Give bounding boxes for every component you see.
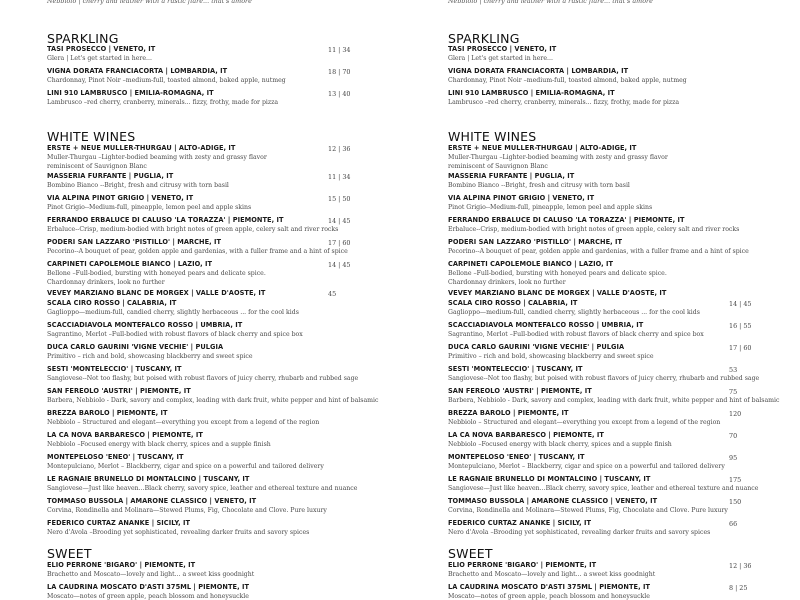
wine-item xyxy=(448,44,748,63)
wine-name: VEVEY MARZIANO BLANC DE MORGEX | VALLE D'AOSTE, IT xyxy=(47,289,266,297)
wine-item xyxy=(448,496,748,515)
wine-item xyxy=(448,259,748,287)
wine-price: 12 | 36 xyxy=(729,562,752,570)
wine-description: Chardonnay drinkers, look no further xyxy=(47,279,165,287)
wine-description: Corvina, Rondinella and Molinara—Stewed Plums, Fig, Chocolate and Clove. Pure luxury xyxy=(47,507,327,514)
wine-price: 150 xyxy=(729,498,742,506)
wine-item xyxy=(448,320,752,339)
wine-description: Pecorino--A bouquet of pear, golden apple and gardenias, with a fuller frame and a hint of spice xyxy=(47,248,348,255)
wine-price: 15 | 50 xyxy=(328,195,351,203)
wine-description: Bombino Bianco --Bright, fresh and citrusy with torn basil xyxy=(448,182,630,189)
wine-description: Erbaluce--Crisp, medium-bodied with bright notes of green apple, celery salt and river rocks xyxy=(47,226,339,233)
wine-price: 16 | 55 xyxy=(729,322,752,330)
wine-name: LA CA NOVA BARBARESCO | PIEMONTE, IT xyxy=(47,431,203,439)
wine-description: reminiscent of Sauvignon Blanc xyxy=(47,163,147,171)
wine-name: SESTI 'MONTELECCIO' | TUSCANY, IT xyxy=(448,365,583,373)
wine-item xyxy=(47,288,347,298)
wine-name: CARPINETI CAPOLEMOLE BIANCO | LAZIO, IT xyxy=(448,260,614,268)
wine-item xyxy=(448,66,748,85)
wine-description: Gaglioppo—medium-full, candied cherry, slightly herbaceous ... for the cool kids xyxy=(47,309,299,316)
wine-price: 120 xyxy=(729,410,742,418)
wine-item xyxy=(47,582,347,600)
wine-description: Muller-Thurgau –Lighter-bodied beaming with zesty and grassy flavor xyxy=(448,154,668,161)
wine-item xyxy=(47,66,351,85)
wine-name: PODERI SAN LAZZARO 'PISTILLO' | MARCHE, IT xyxy=(47,238,222,246)
wine-item xyxy=(47,496,347,515)
wine-name: SAN FEREOLO 'AUSTRI' | PIEMONTE, IT xyxy=(47,387,191,395)
wine-price: 11 | 34 xyxy=(328,173,351,181)
wine-item xyxy=(448,560,752,579)
wine-name: SCACCIADIAVOLA MONTEFALCO ROSSO | UMBRIA, IT xyxy=(448,321,644,329)
wine-name: VEVEY MARZIANO BLANC DE MORGEX | VALLE D'AOSTE, IT xyxy=(448,289,667,297)
wine-name: FEDERICO CURTAZ ANANKE | SICILY, IT xyxy=(448,519,592,527)
wine-item xyxy=(47,193,351,212)
wine-price: 11 | 34 xyxy=(328,46,351,54)
wine-name: TOMMASO BUSSOLA | AMARONE CLASSICO | VENETO, IT xyxy=(448,497,658,505)
wine-description: Moscato—notes of green apple, peach blossom and honeysuckle xyxy=(448,593,650,600)
wine-description: Chardonnay drinkers, look no further xyxy=(448,279,566,287)
wine-item xyxy=(448,288,748,298)
wine-description: Glera | Let's get started in here... xyxy=(448,55,553,62)
wine-name: MONTEPELOSO 'ENEO' | TUSCANY, IT xyxy=(47,453,184,461)
wine-name: CARPINETI CAPOLEMOLE BIANCO | LAZIO, IT xyxy=(47,260,213,268)
wine-price: 53 xyxy=(729,366,738,374)
wine-description: Nebbiolo –Focused energy with black cherry, spices and a supple finish xyxy=(448,441,672,448)
wine-name: BREZZA BAROLO | PIEMONTE, IT xyxy=(47,409,168,417)
wine-description: Barbera, Nebbiolo - Dark, savory and complex, leading with dark fruit, white pepper and hint of balsamic xyxy=(47,397,379,404)
wine-description: Corvina, Rondinella and Molinara—Stewed Plums, Fig, Chocolate and Clove. Pure luxury xyxy=(448,507,728,514)
wine-item xyxy=(448,143,748,171)
wine-item xyxy=(448,386,780,405)
wine-price: 14 | 45 xyxy=(328,261,351,269)
wine-name: TASI PROSECCO | VENETO, IT xyxy=(448,45,557,53)
wine-item xyxy=(47,88,351,107)
wine-price: 17 | 60 xyxy=(729,344,752,352)
wine-price: 17 | 60 xyxy=(328,239,351,247)
wine-price: 70 xyxy=(729,432,738,440)
wine-item xyxy=(448,518,748,537)
wine-name: SCACCIADIAVOLA MONTEFALCO ROSSO | UMBRIA, IT xyxy=(47,321,243,329)
wine-description: Brachetto and Moscato—lovely and light... a sweet kiss goodnight xyxy=(448,571,656,578)
wine-description: Erbaluce--Crisp, medium-bodied with bright notes of green apple, celery salt and river rocks xyxy=(448,226,740,233)
wine-description: Nebbiolo –Focused energy with black cherry, spices and a supple finish xyxy=(47,441,271,448)
wine-description: Bellone –Full-bodied, bursting with honeyed pears and delicate spice. xyxy=(448,270,667,277)
wine-item xyxy=(448,452,748,471)
wine-description: Sangiovese—Just like heaven...Black cherry, savory spice, leather and ethereal texture and nuance xyxy=(47,485,358,492)
wine-name: TASI PROSECCO | VENETO, IT xyxy=(47,45,156,53)
wine-name: FEDERICO CURTAZ ANANKE | SICILY, IT xyxy=(47,519,191,527)
wine-item xyxy=(47,237,351,256)
wine-price: 12 | 36 xyxy=(328,145,351,153)
wine-name: MONTEPELOSO 'ENEO' | TUSCANY, IT xyxy=(448,453,585,461)
wine-item xyxy=(448,171,748,190)
wine-price: 175 xyxy=(729,476,742,484)
wine-item xyxy=(47,259,351,287)
wine-description: Chardonnay, Pinot Noir –medium-full, toasted almond, baked apple, nutmeg xyxy=(47,77,286,84)
wine-item xyxy=(448,364,760,383)
wine-name: DUCA CARLO GAURINI 'VIGNE VECHIE' | PULGIA xyxy=(47,343,224,351)
wine-item xyxy=(47,298,347,317)
wine-item xyxy=(448,298,752,317)
wine-item xyxy=(448,342,752,361)
wine-name: VIGNA DORATA FRANCIACORTA | LOMBARDIA, IT xyxy=(448,67,629,75)
wine-description: Sagrantino, Merlot –Full-bodied with robust flavors of black cherry and spice box xyxy=(448,331,704,338)
wine-name: MASSERIA FURFANTE | PUGLIA, IT xyxy=(448,172,575,180)
wine-description: Sangiovese—Just like heaven...Black cherry, savory spice, leather and ethereal texture and nuance xyxy=(448,485,759,492)
wine-price: 95 xyxy=(729,454,738,462)
wine-item xyxy=(47,560,347,579)
wine-item xyxy=(47,320,347,339)
wine-item xyxy=(448,88,748,107)
wine-item xyxy=(448,215,748,234)
wine-item xyxy=(47,143,351,171)
wine-description: Chardonnay, Pinot Noir –medium-full, toasted almond, baked apple, nutmeg xyxy=(448,77,687,84)
wine-item xyxy=(448,474,759,493)
wine-description: Muller-Thurgau –Lighter-bodied beaming with zesty and grassy flavor xyxy=(47,154,267,161)
wine-name: FERRANDO ERBALUCE DI CALUSO 'LA TORAZZA' | PIEMONTE, IT xyxy=(448,216,685,224)
wine-description: Nero d'Avola –Brooding yet sophisticated, revealing darker fruits and savory spices xyxy=(448,529,711,536)
menu-page-right xyxy=(448,0,788,600)
wine-description: reminiscent of Sauvignon Blanc xyxy=(448,163,548,171)
wine-name: LA CA NOVA BARBARESCO | PIEMONTE, IT xyxy=(448,431,604,439)
wine-description: Brachetto and Moscato—lovely and light... a sweet kiss goodnight xyxy=(47,571,255,578)
wine-item xyxy=(448,237,748,256)
wine-name: DUCA CARLO GAURINI 'VIGNE VECHIE' | PULGIA xyxy=(448,343,625,351)
wine-price: 66 xyxy=(729,520,738,528)
wine-item xyxy=(47,44,351,63)
section-title-sparkling: SPARKLING xyxy=(448,31,520,46)
wine-price: 75 xyxy=(729,388,738,396)
wine-name: ERSTE + NEUE MULLER-THURGAU | ALTO-ADIGE, IT xyxy=(47,144,236,152)
wine-item xyxy=(47,430,347,449)
wine-item xyxy=(47,215,351,234)
wine-description: Sangiovese--Not too flashy, but poised with robust flavors of juicy cherry, rhubarb and rubbed sage xyxy=(448,375,760,382)
wine-name: VIA ALPINA PINOT GRIGIO | VENETO, IT xyxy=(448,194,595,202)
wine-name: SCALA CIRO ROSSO | CALABRIA, IT xyxy=(47,299,177,307)
wine-name: LA CAUDRINA MOSCATO D'ASTI 375ML | PIEMONTE, IT xyxy=(47,583,250,591)
wine-description: Montepulciano, Merlot – Blackberry, cigar and spice on a powerful and tailored delivery xyxy=(448,463,725,470)
menu-page-left xyxy=(47,0,387,600)
wine-name: LA CAUDRINA MOSCATO D'ASTI 375ML | PIEMONTE, IT xyxy=(448,583,651,591)
wine-description: Barbera, Nebbiolo - Dark, savory and complex, leading with dark fruit, white pepper and hint of balsamic xyxy=(448,397,780,404)
wine-description: Gaglioppo—medium-full, candied cherry, slightly herbaceous ... for the cool kids xyxy=(448,309,700,316)
wine-name: SCALA CIRO ROSSO | CALABRIA, IT xyxy=(448,299,578,307)
wine-item xyxy=(448,430,748,449)
wine-name: FERRANDO ERBALUCE DI CALUSO 'LA TORAZZA' | PIEMONTE, IT xyxy=(47,216,284,224)
wine-price: 14 | 45 xyxy=(729,300,752,308)
section-title-white-wines: WHITE WINES xyxy=(47,129,136,144)
wine-description: Glera | Let's get started in here... xyxy=(47,55,152,62)
wine-description: Pecorino--A bouquet of pear, golden apple and gardenias, with a fuller frame and a hint of spice xyxy=(448,248,749,255)
wine-description: Nebbiolo – Structured and elegant—everything you except from a legend of the region xyxy=(448,419,721,426)
wine-name: LE RAGNAIE BRUNELLO DI MONTALCINO | TUSCANY, IT xyxy=(448,475,651,483)
wine-description: Nebbiolo – Structured and elegant—everything you except from a legend of the region xyxy=(47,419,320,426)
wine-name: ELIO PERRONE 'BIGARO' | PIEMONTE, IT xyxy=(47,561,196,569)
wine-name: ERSTE + NEUE MULLER-THURGAU | ALTO-ADIGE, IT xyxy=(448,144,637,152)
wine-item xyxy=(47,342,347,361)
wine-price: 13 | 40 xyxy=(328,90,351,98)
wine-name: BREZZA BAROLO | PIEMONTE, IT xyxy=(448,409,569,417)
wine-description: Bombino Bianco --Bright, fresh and citrusy with torn basil xyxy=(47,182,229,189)
wine-name: ELIO PERRONE 'BIGARO' | PIEMONTE, IT xyxy=(448,561,597,569)
wine-item xyxy=(47,408,347,427)
wine-item xyxy=(448,582,748,600)
wine-description: Sagrantino, Merlot –Full-bodied with robust flavors of black cherry and spice box xyxy=(47,331,303,338)
wine-description: Sangiovese--Not too flashy, but poised with robust flavors of juicy cherry, rhubarb and rubbed sage xyxy=(47,375,359,382)
wine-item xyxy=(47,386,379,405)
wine-price: 45 xyxy=(328,290,337,298)
wine-name: LE RAGNAIE BRUNELLO DI MONTALCINO | TUSCANY, IT xyxy=(47,475,250,483)
section-title-sweet: SWEET xyxy=(47,546,92,561)
wine-price: 18 | 70 xyxy=(328,68,351,76)
wine-item xyxy=(47,171,351,190)
section-title-white-wines: WHITE WINES xyxy=(448,129,537,144)
wine-name: VIA ALPINA PINOT GRIGIO | VENETO, IT xyxy=(47,194,194,202)
section-title-sweet: SWEET xyxy=(448,546,493,561)
wine-description: Montepulciano, Merlot – Blackberry, cigar and spice on a powerful and tailored delivery xyxy=(47,463,324,470)
wine-description: Lambrusco –red cherry, cranberry, minerals... fizzy, frothy, made for pizza xyxy=(448,99,680,106)
wine-price: 8 | 25 xyxy=(729,584,748,592)
wine-price: 14 | 45 xyxy=(328,217,351,225)
wine-description: Pinot Grigio--Medium-full, pineapple, lemon peel and apple skins xyxy=(47,204,252,211)
wine-name: PODERI SAN LAZZARO 'PISTILLO' | MARCHE, IT xyxy=(448,238,623,246)
wine-item xyxy=(47,518,347,537)
wine-description: Bellone –Full-bodied, bursting with honeyed pears and delicate spice. xyxy=(47,270,266,277)
wine-name: TOMMASO BUSSOLA | AMARONE CLASSICO | VENETO, IT xyxy=(47,497,257,505)
wine-description: Primitivo – rich and bold, showcasing blackberry and sweet spice xyxy=(448,353,654,360)
wine-name: SESTI 'MONTELECCIO' | TUSCANY, IT xyxy=(47,365,182,373)
wine-item xyxy=(448,408,748,427)
wine-item xyxy=(448,193,748,212)
wine-description: Pinot Grigio--Medium-full, pineapple, lemon peel and apple skins xyxy=(448,204,653,211)
wine-item xyxy=(47,474,358,493)
section-title-sparkling: SPARKLING xyxy=(47,31,119,46)
wine-name: SAN FEREOLO 'AUSTRI' | PIEMONTE, IT xyxy=(448,387,592,395)
wine-item xyxy=(47,364,359,383)
wine-name: LINI 910 LAMBRUSCO | EMILIA-ROMAGNA, IT xyxy=(448,89,615,97)
wine-name: MASSERIA FURFANTE | PUGLIA, IT xyxy=(47,172,174,180)
intro-tasting-note: Nebbiolo | cherry and leather with a rustic flare... that's amore xyxy=(448,0,653,5)
wine-item xyxy=(47,452,347,471)
wine-name: VIGNA DORATA FRANCIACORTA | LOMBARDIA, IT xyxy=(47,67,228,75)
wine-description: Moscato—notes of green apple, peach blossom and honeysuckle xyxy=(47,593,249,600)
wine-description: Primitivo – rich and bold, showcasing blackberry and sweet spice xyxy=(47,353,253,360)
wine-description: Nero d'Avola –Brooding yet sophisticated, revealing darker fruits and savory spices xyxy=(47,529,310,536)
intro-tasting-note: Nebbiolo | cherry and leather with a rustic flare... that's amore xyxy=(47,0,252,5)
wine-description: Lambrusco –red cherry, cranberry, minerals... fizzy, frothy, made for pizza xyxy=(47,99,279,106)
wine-name: LINI 910 LAMBRUSCO | EMILIA-ROMAGNA, IT xyxy=(47,89,214,97)
